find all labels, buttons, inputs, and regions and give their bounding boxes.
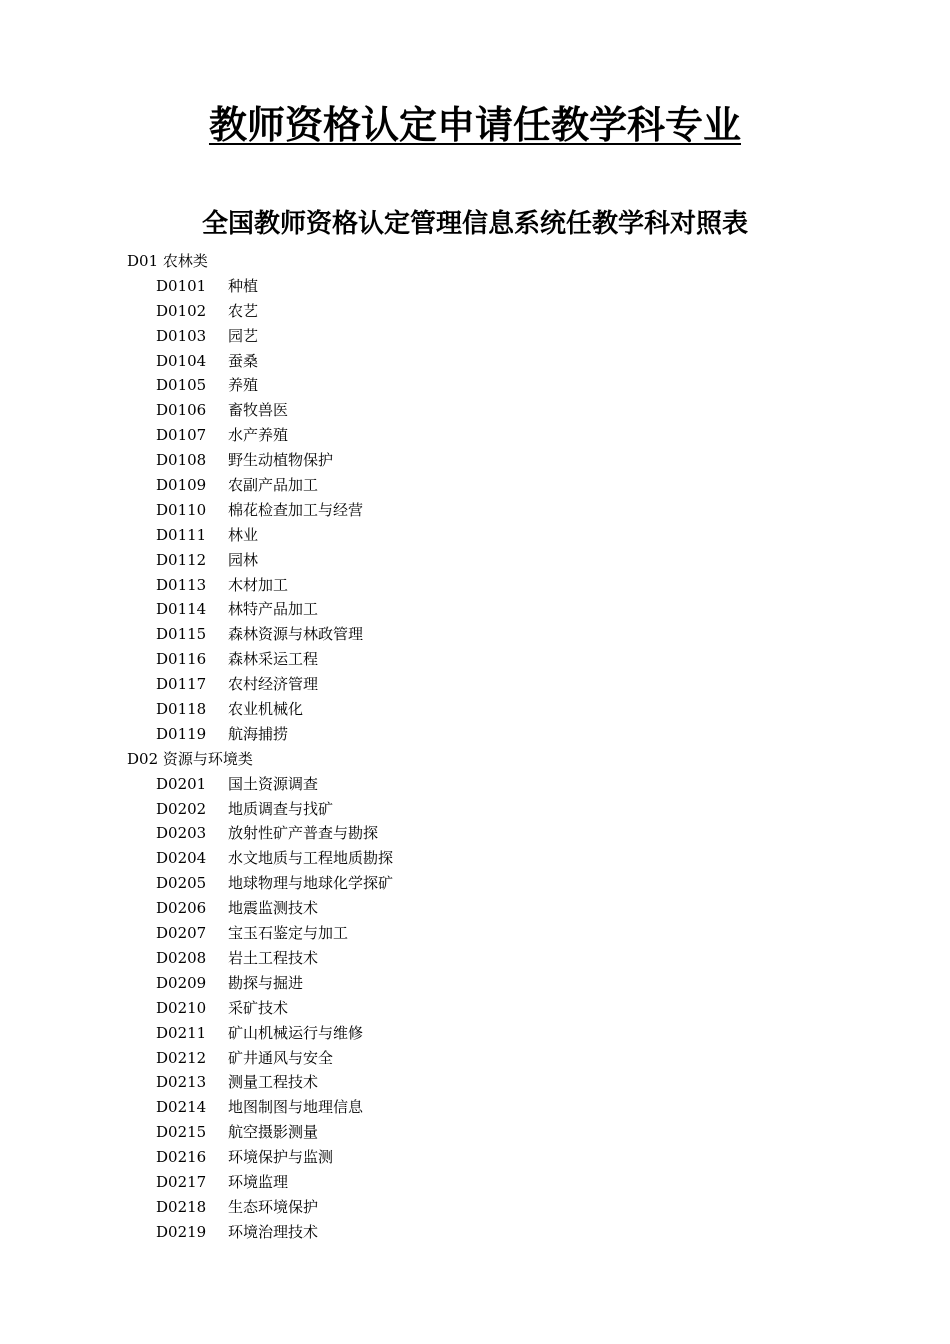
group-name: 农林类 (162, 252, 208, 270)
subject-name: 航空摄影测量 (228, 1123, 319, 1142)
subject-code: D0102 (156, 301, 207, 320)
subject-code: D0209 (156, 973, 207, 992)
subject-row (0, 996, 950, 1021)
subject-name: 环境监理 (228, 1172, 289, 1191)
subject-row (0, 1220, 950, 1245)
subject-name: 棉花检查加工与经营 (228, 500, 364, 519)
subject-name: 木材加工 (228, 575, 289, 594)
subject-code: D0105 (156, 376, 207, 395)
subject-name: 地图制图与地理信息 (228, 1098, 364, 1117)
subject-code: D0219 (156, 1222, 207, 1241)
subject-code: D0207 (156, 924, 207, 943)
subject-row (0, 597, 950, 622)
group-heading (0, 249, 950, 274)
subject-name: 农艺 (228, 301, 259, 320)
subject-code: D0202 (156, 799, 207, 818)
subject-name: 宝玉石鉴定与加工 (228, 924, 349, 943)
subject-code: D0106 (156, 401, 207, 420)
subject-name: 野生动植物保护 (228, 451, 334, 470)
subject-row (0, 647, 950, 672)
subject-name: 地质调查与找矿 (228, 799, 334, 818)
subject-code: D0119 (156, 724, 207, 743)
subject-name: 采矿技术 (228, 998, 289, 1017)
page-title: 教师资格认定申请任教学科专业 (208, 103, 741, 147)
subject-row (0, 1195, 950, 1220)
subject-row (0, 473, 950, 498)
subject-code: D0104 (156, 351, 207, 370)
subject-name: 森林资源与林政管理 (228, 625, 364, 644)
subject-code: D0216 (156, 1148, 207, 1167)
subject-row (0, 1046, 950, 1071)
subject-row (0, 423, 950, 448)
subject-row (0, 274, 950, 299)
subject-row (0, 1120, 950, 1145)
subject-row (0, 846, 950, 871)
subject-row (0, 573, 950, 598)
subject-code: D0211 (156, 1023, 207, 1042)
subject-name: 矿井通风与安全 (228, 1048, 334, 1067)
subject-code: D0113 (156, 575, 207, 594)
subject-name: 水产养殖 (228, 426, 289, 445)
subject-row (0, 971, 950, 996)
subject-row (0, 821, 950, 846)
subject-name: 环境治理技术 (228, 1222, 319, 1241)
subject-row (0, 349, 950, 374)
subject-name: 生态环境保护 (228, 1197, 319, 1216)
subject-code: D0208 (156, 948, 207, 967)
subject-code: D0101 (156, 276, 207, 295)
subject-row (0, 772, 950, 797)
subject-code: D0206 (156, 899, 207, 918)
subject-name: 放射性矿产普查与勘探 (228, 824, 379, 843)
subject-row (0, 523, 950, 548)
subject-name: 水文地质与工程地质勘探 (228, 849, 394, 868)
subject-row (0, 946, 950, 971)
subject-name: 养殖 (228, 376, 259, 395)
subject-name: 森林采运工程 (228, 650, 319, 669)
page-subtitle: 全国教师资格认定管理信息系统任教学科对照表 (201, 209, 748, 239)
subject-row (0, 722, 950, 747)
subject-row (0, 1070, 950, 1095)
subject-code: D0108 (156, 451, 207, 470)
subject-code: D0109 (156, 476, 207, 495)
subject-row (0, 498, 950, 523)
subject-code: D0204 (156, 849, 207, 868)
subject-row (0, 448, 950, 473)
subject-code: D0111 (156, 525, 207, 544)
subject-name: 国土资源调查 (228, 774, 319, 793)
subject-row (0, 1145, 950, 1170)
subject-name: 园艺 (228, 326, 259, 345)
subject-code: D0215 (156, 1123, 207, 1142)
subject-name: 地球物理与地球化学探矿 (228, 874, 394, 893)
subject-row (0, 697, 950, 722)
subject-name: 林特产品加工 (228, 600, 319, 619)
subject-code: D0110 (156, 500, 207, 519)
subject-name: 岩土工程技术 (228, 948, 319, 967)
subject-row (0, 622, 950, 647)
subject-row (0, 1170, 950, 1195)
subject-code: D0118 (156, 700, 207, 719)
subject-name: 园林 (228, 550, 259, 569)
subject-code: D0210 (156, 998, 207, 1017)
subject-name: 农业机械化 (228, 700, 304, 719)
subject-name: 蚕桑 (228, 351, 259, 370)
subject-name: 矿山机械运行与维修 (228, 1023, 364, 1042)
subject-row (0, 797, 950, 822)
subject-code: D0112 (156, 550, 207, 569)
subject-name: 地震监测技术 (228, 899, 319, 918)
subject-name: 勘探与掘进 (228, 973, 304, 992)
group-heading (0, 747, 950, 772)
subject-code: D0201 (156, 774, 207, 793)
subject-row (0, 324, 950, 349)
group-name: 资源与环境类 (162, 749, 253, 768)
subject-row (0, 548, 950, 573)
subject-row (0, 1021, 950, 1046)
subject-code: D0117 (156, 675, 207, 694)
subject-code: D0218 (156, 1197, 207, 1216)
subject-name: 农副产品加工 (228, 476, 319, 495)
subject-code: D0107 (156, 426, 207, 445)
subject-code: D0115 (156, 625, 207, 644)
subject-row (0, 398, 950, 423)
subject-code: D0212 (156, 1048, 207, 1067)
subject-code: D0116 (156, 650, 207, 669)
subject-name: 种植 (228, 276, 259, 295)
subject-name: 畜牧兽医 (228, 401, 289, 420)
subject-row (0, 871, 950, 896)
group-code: D01 (127, 252, 159, 270)
subject-code: D0114 (156, 600, 207, 619)
subject-row (0, 921, 950, 946)
subject-name: 测量工程技术 (228, 1073, 319, 1092)
subject-listing (0, 249, 950, 1245)
subject-code: D0213 (156, 1073, 207, 1092)
subject-row (0, 1095, 950, 1120)
subject-code: D0205 (156, 874, 207, 893)
subject-name: 环境保护与监测 (228, 1148, 334, 1167)
subject-row (0, 299, 950, 324)
subject-name: 林业 (228, 525, 259, 544)
subject-row (0, 896, 950, 921)
subject-code: D0203 (156, 824, 207, 843)
subject-code: D0214 (156, 1098, 207, 1117)
subject-name: 航海捕捞 (228, 724, 289, 743)
subject-row (0, 373, 950, 398)
group-code: D02 (127, 749, 159, 768)
subject-row (0, 672, 950, 697)
subject-code: D0103 (156, 326, 207, 345)
subject-name: 农村经济管理 (228, 675, 319, 694)
subject-code: D0217 (156, 1172, 207, 1191)
